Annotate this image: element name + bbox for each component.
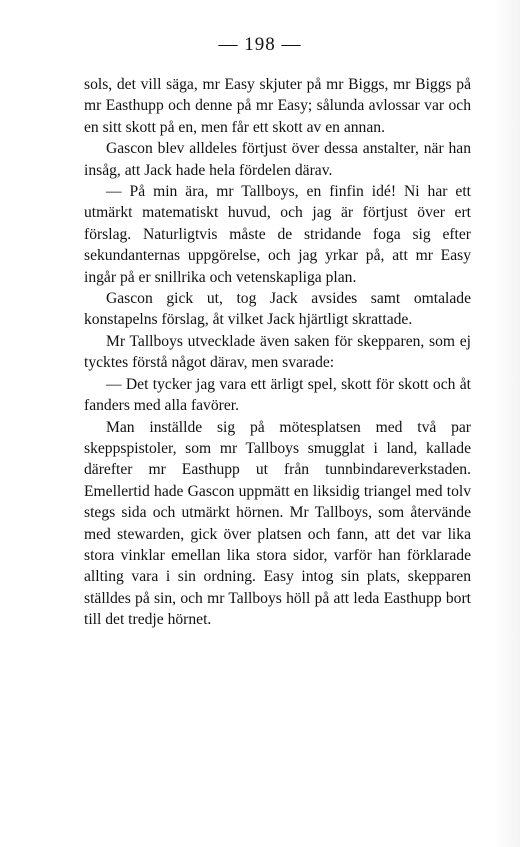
page-edge-shadow <box>494 0 520 847</box>
paragraph: — På min ära, mr Tallboys, en finfin idé! Ni har ett utmärkt matematiskt huvud, och jag är förtjust över ert förslag. Naturligtvis måste de stridande foga sig efter sekundanternas uppgörelse, och jag yrkar på, att mr Easy ingår på er snillrika och vetenskapliga plan. <box>84 183 471 286</box>
paragraph: sols, det vill säga, mr Easy skjuter på mr Biggs, mr Biggs på mr Easthupp och denne på mr Easy; sålunda avlossar var och en sitt skott på en, men får ett skott av en annan. <box>84 76 471 136</box>
body-text <box>84 74 471 631</box>
paragraph: Gascon blev alldeles förtjust över dessa anstalter, när han insåg, att Jack hade hela fördelen därav. <box>84 140 471 179</box>
paragraph: — Det tycker jag vara ett ärligt spel, skott för skott och åt fanders med alla favörer. <box>84 375 471 415</box>
page-number: — 198 — <box>218 34 302 55</box>
paragraph: Man inställde sig på mötesplatsen med två par skeppspistoler, som mr Tallboys smugglat i land, kallade därefter mr Easthupp ut från tunnbindareverkstaden. Emellertid hade Gascon uppmätt en liksidig triangel med tolv stegs sida och utmärkt hörnen. Mr Tallboys, som återvände med stewarden, gick över platsen och fann, att det var lika stora vinklar emellan lika stora sidor, varför han förklarade allting vara i sin ordning. Easy intog sin plats, skepparen ställdes på sin, och mr Tallboys höll på att leda Easthupp bort till det tredje hörnet. <box>84 418 471 629</box>
paragraph: Mr Tallboys utvecklade även saken för skepparen, som ej tycktes förstå något därav, men svarade: <box>84 332 471 372</box>
paragraph: Gascon gick ut, tog Jack avsides samt omtalade konstapelns förslag, åt vilket Jack hjärtligt skrattade. <box>84 290 471 329</box>
